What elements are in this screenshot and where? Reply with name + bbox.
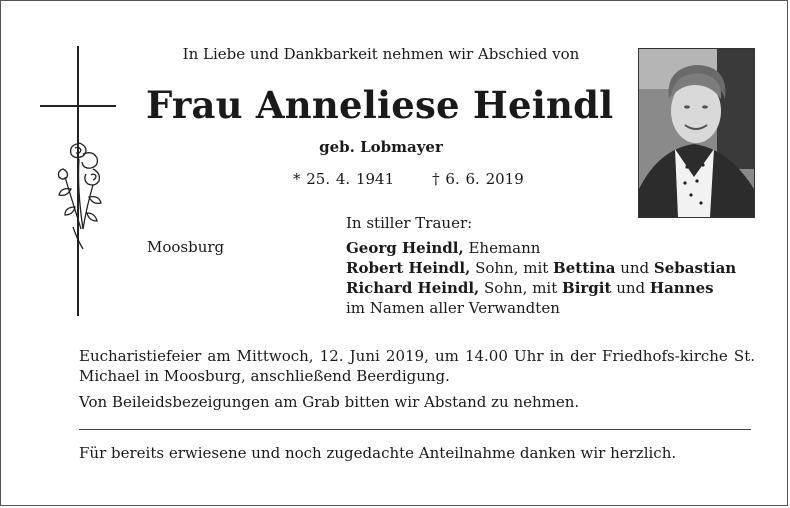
mourner-line	[346, 278, 736, 298]
mourner-relation: Ehemann	[463, 239, 541, 257]
relatives-line: im Namen aller Verwandten	[346, 299, 560, 317]
rose-icon	[53, 139, 113, 259]
mourner-line	[346, 238, 736, 258]
cross-bar	[40, 105, 116, 107]
place: Moosburg	[147, 238, 225, 256]
mourners-list	[346, 238, 736, 318]
mourner-conj: und	[611, 279, 650, 297]
mourner-name: Georg Heindl,	[346, 239, 464, 257]
birth-date: * 25. 4. 1941	[293, 170, 395, 188]
intro-text: In Liebe und Dankbarkeit nehmen wir Abschied von	[182, 45, 580, 63]
divider	[79, 429, 751, 430]
mourner-family: Bettina	[553, 259, 616, 277]
mourning-title: In stiller Trauer:	[346, 214, 473, 232]
mourner-family: Sebastian	[653, 259, 737, 277]
mourner-relation: Sohn, mit	[470, 259, 554, 277]
mourner-family: Hannes	[649, 279, 714, 297]
mourner-family: Birgit	[562, 279, 612, 297]
mourner-relation: Sohn, mit	[479, 279, 563, 297]
service-info: Eucharistiefeier am Mittwoch, 12. Juni 2019, um 14.00 Uhr in der Friedhofs-kirche St. Michael in Moosburg, anschließend Beerdigung.	[79, 347, 755, 385]
portrait-photo	[638, 48, 755, 218]
thanks-note: Für bereits erwiesene und noch zugedachte Anteilnahme danken wir herzlich.	[79, 444, 677, 462]
deceased-name: Frau Anneliese Heindl	[146, 83, 614, 127]
born-name: geb. Lobmayer	[319, 138, 443, 156]
condolence-note: Von Beileidsbezeigungen am Grab bitten wir Abstand zu nehmen.	[79, 393, 580, 411]
death-date: † 6. 6. 2019	[432, 170, 524, 188]
mourner-name: Robert Heindl,	[346, 259, 471, 277]
mourner-line	[346, 258, 736, 278]
mourner-conj: und	[615, 259, 654, 277]
mourner-name: Richard Heindl,	[346, 279, 480, 297]
life-dates	[293, 170, 524, 188]
